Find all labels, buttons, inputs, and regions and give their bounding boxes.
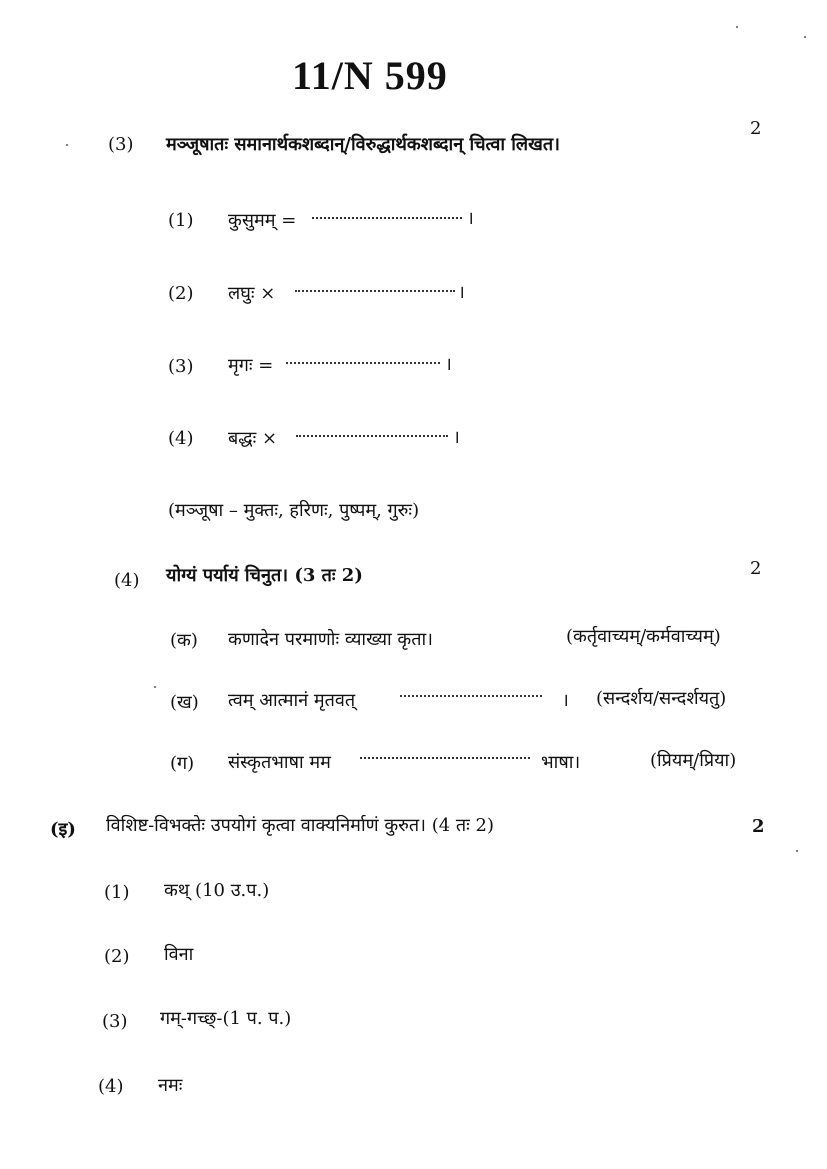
item-number: (1): [104, 882, 130, 903]
scan-speck: [736, 26, 738, 28]
item-options: (कर्तृवाच्यम्/कर्मवाच्यम्): [566, 626, 721, 647]
item-number: (ग): [170, 753, 195, 774]
scan-speck: [154, 686, 156, 688]
paper-code: 11/N 599: [292, 53, 448, 98]
section-4-marks: 2: [750, 558, 762, 579]
item-number: (4): [98, 1076, 124, 1097]
scan-speck: [796, 850, 798, 852]
item-number: (1): [168, 210, 194, 231]
scan-speck: [66, 144, 68, 146]
answer-blank[interactable]: [400, 681, 542, 697]
item-danda: ।: [445, 354, 452, 375]
item-word: मृगः =: [228, 355, 274, 376]
item-danda: ।: [458, 282, 465, 303]
item-danda: ।: [467, 208, 474, 229]
answer-blank[interactable]: [312, 203, 462, 219]
section-i-marks: 2: [752, 816, 765, 837]
word-box: (मञ्जूषा – मुक्तः, हरिणः, पुष्पम्, गुरुः): [168, 500, 420, 521]
section-i-number: (इ): [50, 819, 76, 840]
item-number: (4): [168, 428, 194, 449]
answer-blank[interactable]: [295, 276, 455, 292]
section-4-instruction: योग्यं पर्यायं चिनुत। (3 तः 2): [166, 565, 363, 586]
item-danda: ।: [453, 427, 460, 448]
item-options: (प्रियम्/प्रिया): [650, 750, 737, 771]
section-4-number: (4): [114, 570, 140, 591]
item-text: कणादेन परमाणोः व्याख्या कृता।: [228, 629, 433, 650]
item-text: गम्-गच्छ्-(1 प. प.): [160, 1008, 292, 1029]
section-3-marks: 2: [750, 118, 762, 139]
item-text: नमः: [158, 1075, 183, 1096]
item-options: (सन्दर्शय/सन्दर्शयतु): [596, 688, 727, 709]
item-text: संस्कृतभाषा मम: [228, 752, 331, 773]
item-number: (3): [168, 356, 194, 377]
item-text: विना: [164, 944, 194, 965]
item-number: (ख): [170, 692, 199, 713]
item-danda: ।: [562, 690, 569, 711]
item-number: (2): [104, 946, 130, 967]
answer-blank[interactable]: [360, 743, 530, 759]
item-text: कथ् (10 उ.प.): [164, 880, 270, 901]
section-3-instruction: मञ्जूषातः समानार्थकशब्दान्/विरुद्धार्थकशब्दान् चित्वा लिखत।: [166, 134, 560, 155]
answer-blank[interactable]: [286, 348, 440, 364]
item-number: (2): [168, 283, 194, 304]
item-word: बद्धः ×: [228, 428, 278, 449]
answer-blank[interactable]: [296, 421, 448, 437]
item-word: कुसुमम् =: [228, 210, 297, 231]
section-i-instruction: विशिष्ट-विभक्तेः उपयोगं कृत्वा वाक्यनिर्माणं कुरुत। (4 तः 2): [106, 815, 495, 836]
item-suffix: भाषा।: [541, 752, 581, 773]
item-text: त्वम् आत्मानं मृतवत्: [228, 690, 356, 711]
section-3-number: (3): [108, 134, 134, 155]
item-number: (क): [170, 630, 198, 651]
item-number: (3): [102, 1011, 128, 1032]
item-word: लघुः ×: [228, 283, 276, 304]
scan-speck: [804, 36, 806, 38]
